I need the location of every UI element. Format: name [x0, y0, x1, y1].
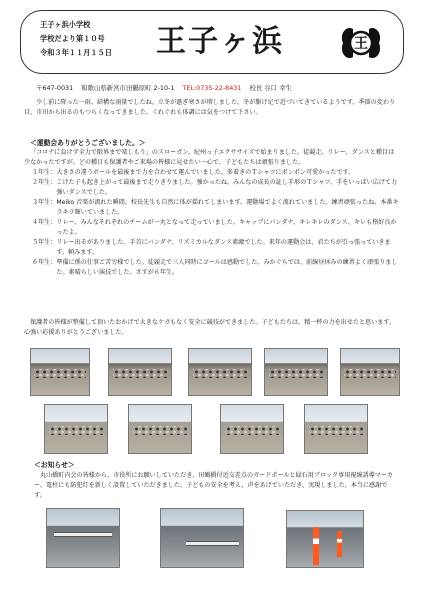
- sports-day-photo: [264, 348, 328, 396]
- grade-row: [24, 198, 400, 218]
- grade-label: ３年生：: [32, 199, 57, 206]
- sports-day-photo: [220, 404, 284, 454]
- grade-text: こけた子も起き上がって最後まで走りきりました。強かったね。みんなの成長の証し手形のＴシャツ、手をいっぱい広げて力強いダンスでした。: [56, 179, 398, 196]
- masthead-box: [20, 10, 404, 74]
- grade-text: リレー、みんなそれぞれのチームが一丸となって走っていました。キャップにバンダナ、キレキレのダンス、キレも格好良かったよ。: [56, 219, 397, 236]
- intersection-photo: [160, 508, 244, 568]
- sports-day-photo: [340, 348, 400, 396]
- grade-label: ６年生：: [32, 259, 57, 266]
- sports-day-photo: [30, 348, 90, 396]
- grade-row: [24, 258, 400, 278]
- traffic-cone-photo: [286, 510, 364, 568]
- grade-text: 大きさの違うボールを最後まで力を合わせて運んでいました。多着きのＴシャツにポンポン可愛かったです。: [56, 169, 355, 176]
- issue-date: 令和３年１１月１５日: [40, 48, 112, 57]
- sports-day-photo: [128, 404, 192, 454]
- grade-label: ４年生：: [32, 219, 57, 226]
- issue-info: [40, 18, 112, 60]
- address-line: [36, 84, 298, 93]
- emblem-glyph: 王: [354, 36, 368, 52]
- school-address: 和歌山県新宮市田鶴原町 2-10-1: [81, 84, 175, 92]
- sports-day-heading: ＜運動会ありがとうございました。＞: [30, 139, 146, 147]
- masthead-title: 王子ヶ浜: [156, 24, 284, 59]
- principal-name: 校長 谷口 幸生: [249, 84, 292, 92]
- grade-row: [24, 178, 400, 198]
- thanks-paragraph: 保護者の皆様が整備して頂いたおかげで大きなケガもなく安全に競技ができました。子どもたちは、精一杯の力を出せたと思います。心強い応援ありがとうございました。: [24, 319, 396, 336]
- grade-text: Meiko 音楽が流れた瞬間、校長先生も自然に体が揺れてしまいます。運動場でよく流れていました。練習頑張ったね。本番キラキラ輝いていました。: [56, 199, 399, 216]
- sports-day-photo: [44, 404, 108, 454]
- sports-day-photo: [108, 348, 172, 396]
- postal-code: 〒647-0031: [36, 84, 74, 92]
- grade-label: ２年生：: [32, 179, 57, 186]
- grade-label: ５年生：: [32, 239, 57, 246]
- sports-day-slogan-paragraph: 「コロナに負けず全力で限界まで楽しもう」のスローガン。紀州っ子エクササイズで始まりました。徒競走、リレー、ダンスと種目は少なかったですが、どの種目も保護者やご来場の皆様に見せたい一心で、子どもたちは頑張りました。: [24, 149, 395, 166]
- grade-row: [24, 238, 400, 258]
- road-photo: [46, 508, 120, 568]
- grade-row: [24, 218, 400, 238]
- notice-heading: ＜お知らせ＞: [34, 461, 75, 469]
- grade-row: [24, 168, 400, 178]
- newsletter-issue: 学校だより第１０号: [40, 34, 105, 43]
- grade-text: 準備に係の仕事ご苦労様でした。徒競走で三人同時にゴールは感動でした。みかぐらでは、前線昼休みの練習よく頑張りました。素晴らしい演技でした。さすが６年生。: [56, 259, 398, 276]
- school-name: 王子ヶ浜小学校: [40, 20, 91, 29]
- grade-list: [24, 168, 400, 278]
- grade-text: リレー出るがありました。手首にバンダナ、リズミカルなダンス素敵でした。来年の運動会は、君たちが引っ張っていきます。頼みます。: [56, 239, 391, 256]
- sports-day-photo: [304, 404, 368, 454]
- grade-label: １年生：: [32, 169, 57, 176]
- school-phone: TEL:0735-22-8431: [182, 84, 242, 92]
- intro-paragraph: 少し前に降った一雨、結構な雨量でしたね。立冬が過ぎ寒さが増しました。冬が駆け足で近づいてきているようです。季節の変わり目、市田から出るのもつらくなってきました。くれぐれも体調には気をつけて下さい。: [24, 99, 396, 116]
- notice-paragraph: 丸山橋町内会の皆様から、市役所にお願いしていただき、田鶴橋付近交差点のガードポールと緑石用ブロック専用視線誘導マーカー、電柱にも防犯灯を新しく設置していただきました。子どもの安全を考え、声をあげていただき、実現しました。本当に感謝です。: [34, 472, 393, 499]
- sports-day-photo: [188, 348, 252, 396]
- school-emblem-icon: [337, 23, 385, 63]
